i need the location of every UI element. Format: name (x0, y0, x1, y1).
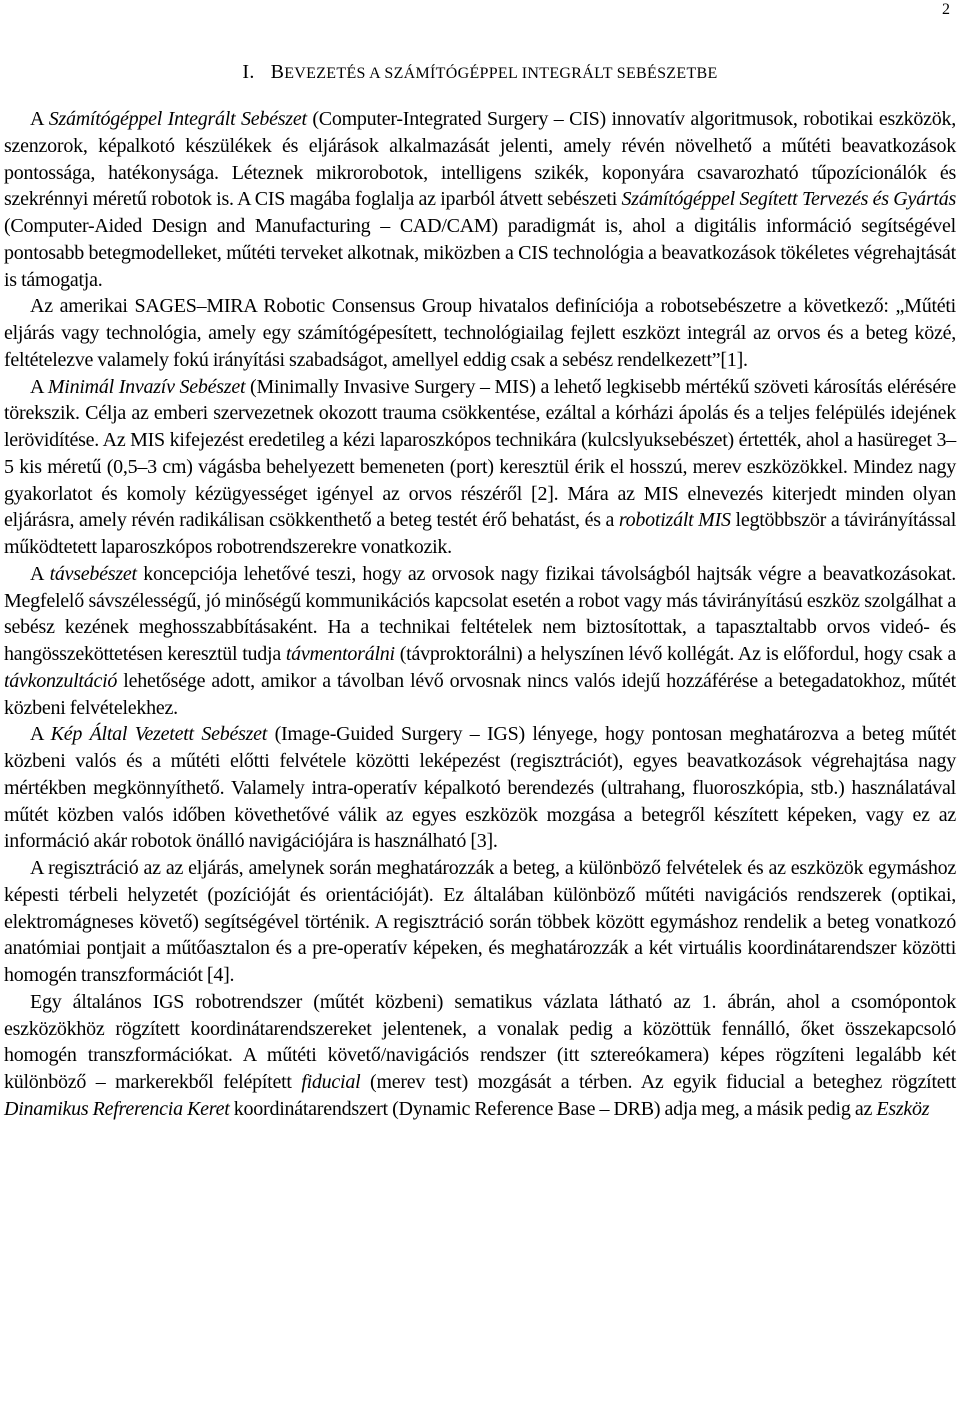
italic-term: Számítógéppel Segített Tervezés és Gyártás (621, 188, 956, 211)
italic-term: távmentorálni (285, 643, 395, 665)
text-run: (merev test) mozgását a térben. Az egyik fiducial a beteghez rögzített (360, 1071, 956, 1093)
text-run: (Minimally Invasive Surgery – MIS) a lehető legkisebb mértékű szöveti károsítás elérésére törekszik. Célja az emberi szervezetnek okozott trauma csökkentése, ezáltal a kórházi ápolás és a teljes felépülés idejének lerövidítése. Az MIS kifejezést eredetileg a kézi laparoszkópos technikára (kulcslyuksebészet) értették, ahol a hasüreget 3–5 kis méretű (0,5–3 cm) vágásba behelyezett bemeneten (port) keresztül érik el hosszú, merev eszközökkel. Mindez nagy gyakorlatot és komoly kézügyességet igényel az orvos részéről [2]. Mára az MIS elnevezés kiterjedt minden olyan eljárásra, amely révén radikálisan csökkenthető a beteg testét érő behatást, és a (4, 375, 957, 532)
section-title-initial: B (270, 61, 285, 83)
italic-term: Eszköz (876, 1097, 930, 1120)
text-run: (Computer-Aided Design and Manufacturing – CAD/CAM) paradigmát is, ahol a digitális információ segítségével pontosabb betegmodelleket, műtéti terveket alkotnak, miközben a CIS technológia a beavatkozások tökéletes végrehajtását is támogatja. (4, 215, 956, 291)
section-heading (0, 58, 960, 88)
text-run: (Computer-Integrated Surgery – CIS) innovatív algoritmusok, robotikai eszközök, szenzorok, képalkotó készülékek és eljárások alkalmazását jelenti, amely révén növelhető a műtéti beavatkozások pontossága, hatékonysága. Léteznek mikrorobotok, intelligens szikék, koponyára csavarozható tűpozícionálók és szekrénnyi méretű robotok is. A CIS magába foglalja az iparból átvett sebészeti (4, 108, 956, 211)
italic-term: fiducial (301, 1071, 361, 1093)
paragraph-sages-definition (4, 293, 956, 373)
body-text (4, 106, 956, 1123)
section-number: I. (242, 61, 255, 83)
text-run: lehetősége adott, amikor a távolban lévő orvosnak nincs valós idejű hozzáférése a betegadatokhoz, műtét közbeni felvételekhez. (4, 669, 956, 719)
paragraph-registration (4, 855, 956, 989)
section-title (271, 61, 718, 83)
paragraph-igs (4, 721, 956, 855)
italic-term: távsebészet (49, 562, 137, 585)
section-title-rest: EVEZETÉS A SZÁMÍTÓGÉPPEL INTEGRÁLT SEBÉSZETBE (284, 65, 718, 82)
italic-term: Kép Által Vezetett Sebészet (50, 723, 268, 746)
paragraph-igs-robot-system (4, 989, 956, 1123)
italic-term: Dinamikus Refrerencia Keret (4, 1097, 230, 1120)
paragraph-cis (4, 106, 956, 293)
text-run: A (30, 375, 48, 398)
page-number: 2 (942, 1, 950, 18)
text-run: Az amerikai SAGES–MIRA Robotic Consensus Group hivatalos definíciója a robotsebészetre a következő: „Műtéti eljárás vagy technológia, amely egy számítógépesített, technológiailag fejlett eszközt integrál az orvos és a beteg közé, feltételezve valamely fokú irányítási szabadságot, amellyel eddig csak a sebész rendelkezett”[1]. (4, 295, 956, 371)
text-run: A (30, 723, 51, 746)
text-run: A regisztráció az az eljárás, amelynek során meghatározzák a beteg, a különböző felvételek és az eszközök egymáshoz képesti térbeli helyzetét (pozícióját és orientációját). Ez általában különböző műtéti navigációs rendszerek (optikai, elektromágneses követő) segítségével történik. A regisztráció során többek között egymáshoz rendelik a beteg vonatkozó anatómiai pontjait a műtőasztalon és a pre-operatív képeken, és meghatározzák a két virtuális koordinátarendszer közötti homogén transzformációt [4]. (4, 857, 956, 986)
text-run: koncepciója lehetővé teszi, hogy az orvosok nagy fizikai távolságból hajtsák végre a beavatkozásokat. Megfelelő sávszélességű, jó minőségű kommunikációs kapcsolat esetén a robot vagy más távirányítású eszköz szolgálhat a sebész kezének meghosszabbításaként. Ha a technikai feltételek nem biztosítottak, a tapasztaltabb orvos videó- és hangösszeköttetésen keresztül tudja (4, 562, 957, 665)
italic-term: távkonzultáció (4, 669, 118, 692)
italic-term: Minimál Invazív Sebészet (47, 375, 246, 398)
text-run: legtöbbször a távirányítással működtetett laparoszkópos robotrendszerekre vonatkozik. (4, 509, 956, 558)
text-run: A (30, 562, 50, 585)
italic-term: Számítógéppel Integrált Sebészet (48, 108, 307, 130)
paragraph-mis (4, 374, 956, 561)
text-run: koordinátarendszert (Dynamic Reference Base – DRB) adja meg, a másik pedig az (229, 1097, 877, 1120)
italic-term: robotizált MIS (618, 509, 731, 532)
text-run: (Image-Guided Surgery – IGS) lényege, hogy pontosan meghatározva a beteg műtét közbeni valós és a műtéti előtti felvétele közötti leképezést (regisztrációt), egyes beavatkozások végrehajtása nagy mértékben megkönnyíthető. Valamely intra-operatív képalkotó berendezés (ultrahang, fluoroszkópia, stb.) használatával műtét közben valós időben követhetővé válik az egyes eszközök mozgása a betegről készített képeken, vagy ez az információ akár robotok önálló navigációjára is használható [3]. (4, 723, 957, 853)
paragraph-telesurgery (4, 561, 956, 722)
text-run: A (30, 108, 49, 130)
text-run: Egy általános IGS robotrendszer (műtét közbeni) sematikus vázlata látható az 1. ábrán, ahol a csomópontok eszközökhöz rögzített koordinátarendszereket jelentenek, a vonalak pedig a közöttük fennálló, őket összekapcsoló homogén transzformációkat. A műtéti követő/navigációs rendszer (itt sztereókamera) képes rögzíteni legalább két különböző – markerekből felépített (4, 990, 956, 1093)
text-run: (távproktorálni) a helyszínen lévő kollégát. Az is előfordul, hogy csak a (394, 643, 956, 665)
